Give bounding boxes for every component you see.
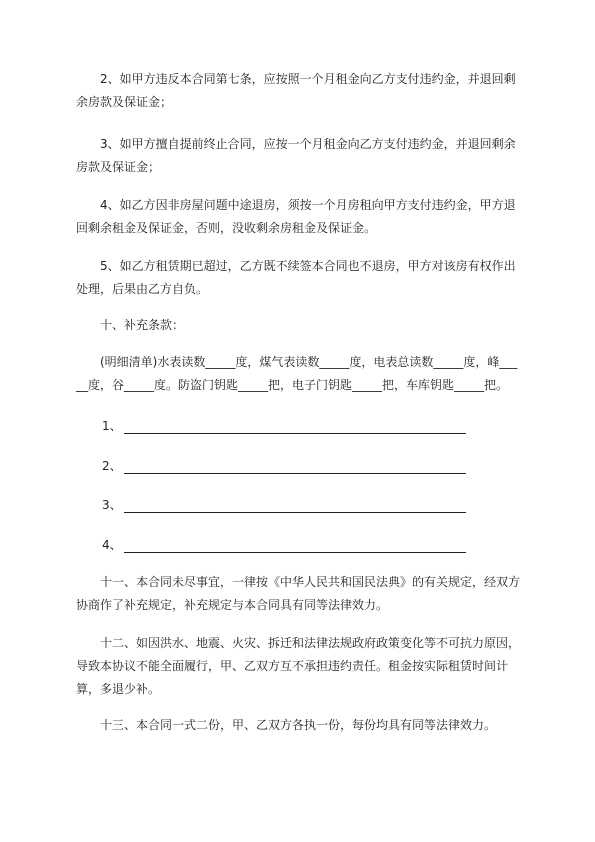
clause-13: 十三、本合同一式二份，甲、乙双方各执一份，每份均具有同等法律效力。 bbox=[76, 718, 497, 732]
section-heading-10: 十、补充条款： bbox=[76, 318, 185, 332]
blank-line-1 bbox=[102, 418, 466, 434]
blank-line-4 bbox=[102, 537, 466, 553]
blank-line-3 bbox=[102, 497, 466, 513]
clause-4: 4、如乙方因非房屋问题中途退房，须按一个月房租向甲方支付违约金，甲方退回剩余租金及保证金，否则，没收剩余房租金及保证金。 bbox=[76, 198, 516, 235]
supplement-detail: (明细清单)水表读数_____度，煤气表读数_____度，电表总读数_____度，峰_____度，谷_____度。防盗门钥匙_____把，电子门钥匙_____把，车库钥匙_____把。 bbox=[76, 355, 518, 392]
clause-5: 5、如乙方租赁期已超过，乙方既不续签本合同也不退房，甲方对该房有权作出处理，后果由乙方自负。 bbox=[76, 259, 516, 296]
blank-line-label: 4、 bbox=[102, 538, 122, 552]
blank-line-2 bbox=[102, 458, 466, 474]
blank-line-label: 2、 bbox=[102, 459, 122, 473]
clause-12: 十二、如因洪水、地震、火灾、拆迁和法律法规政府政策变化等不可抗力原因，导致本协议不能全面履行，甲、乙双方互不承担违约责任。租金按实际租赁时间计算，多退少补。 bbox=[76, 636, 521, 696]
blank-line-label: 1、 bbox=[102, 419, 122, 433]
clause-11: 十一、本合同未尽事宜，一律按《中华人民共和国民法典》的有关规定，经双方协商作了补充规定，补充规定与本合同具有同等法律效力。 bbox=[76, 575, 521, 612]
clause-3: 3、如甲方擅自提前终止合同，应按一个月租金向乙方支付违约金，并退回剩余房款及保证金； bbox=[76, 137, 516, 174]
clause-2: 2、如甲方违反本合同第七条，应按照一个月租金向乙方支付违约金，并退回剩余房款及保证金； bbox=[76, 72, 516, 109]
blank-line-label: 3、 bbox=[102, 498, 122, 512]
